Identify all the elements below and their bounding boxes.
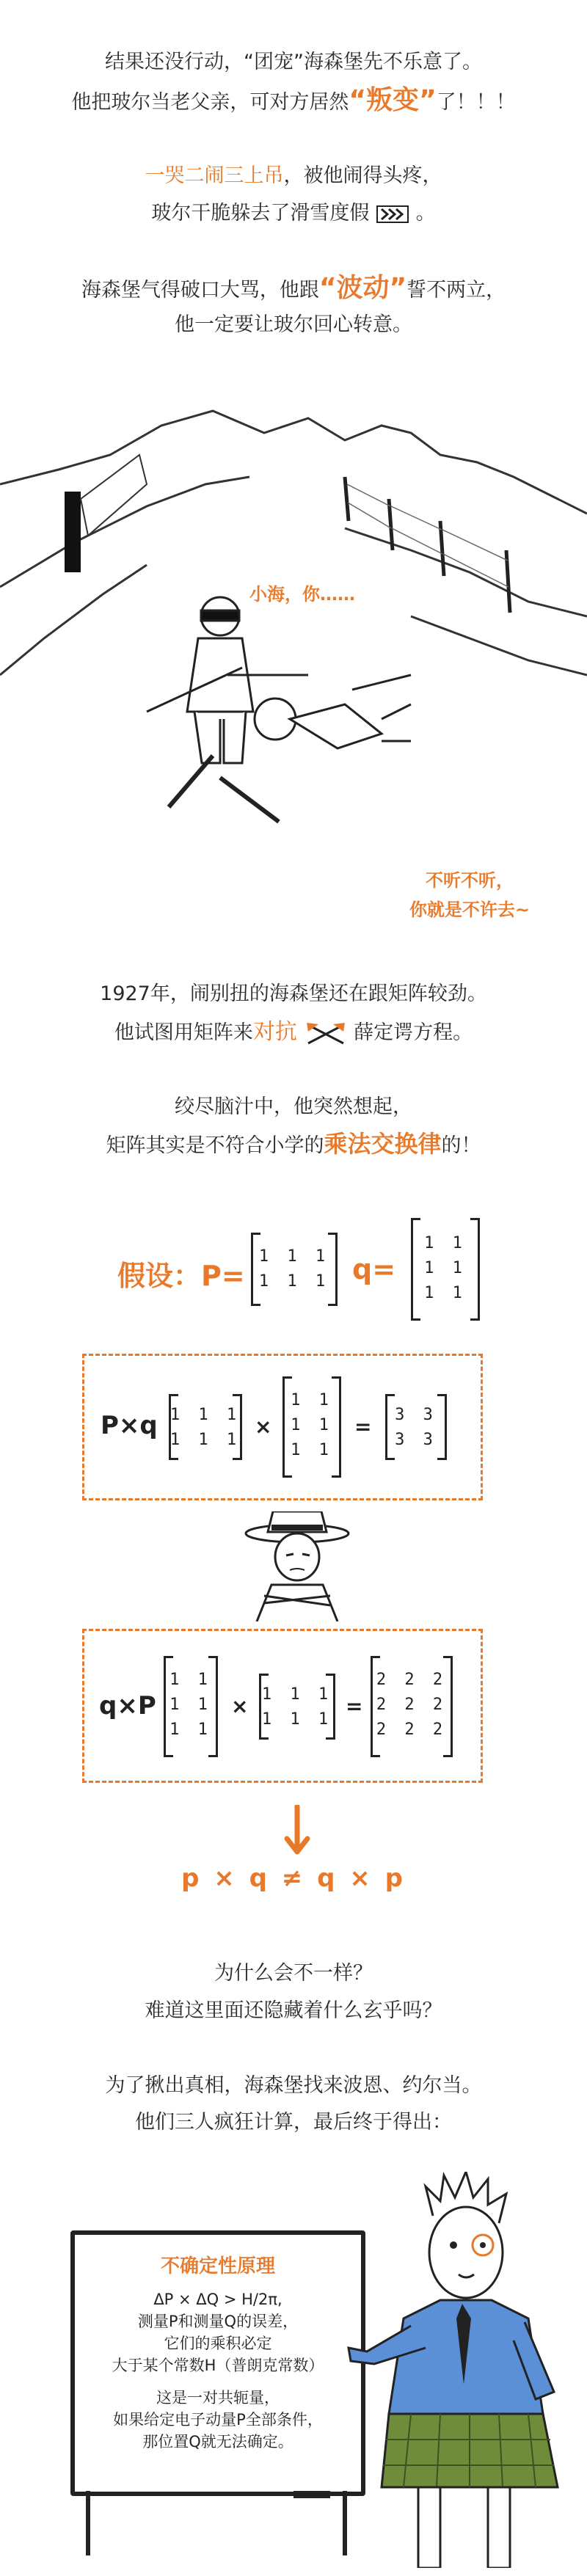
question-line-2: [0, 1993, 587, 2029]
matrix-row: 2 2 2: [376, 1671, 448, 1689]
times-sign: ×: [255, 1415, 272, 1439]
pq-right-matrix: [282, 1376, 341, 1478]
matrix-row: 1 1 1: [261, 1685, 333, 1704]
matrix-line-3: [0, 1089, 587, 1125]
matrix-line-2-prefix: 他试图用矩阵来: [114, 1021, 253, 1044]
qp-label: q×P: [99, 1691, 156, 1721]
wave-highlight: “波动”: [318, 273, 407, 303]
commutative-highlight: 乘法交换律: [324, 1130, 442, 1158]
down-arrow-icon: [282, 1805, 312, 1856]
matrix-row: 1 1: [169, 1671, 212, 1689]
intro-line-4-end: 。: [415, 202, 436, 225]
inequality: p × q ≠ q × p: [181, 1864, 406, 1893]
ski-sign-icon: [376, 203, 409, 225]
conclusion-line-2: [0, 2104, 587, 2141]
matrix-row: 1 1: [169, 1696, 212, 1714]
intro-line-2-prefix: 他把玻尔当老父亲，可对方居然: [71, 91, 349, 114]
q-label: q=: [352, 1253, 396, 1285]
board-line: 测量P和测量Q的误差，: [137, 2313, 299, 2330]
board-line: 那位置Q就无法确定。: [142, 2433, 294, 2451]
professor-cartoon: [345, 2172, 587, 2568]
matrix-row: 1 1 1: [169, 1406, 241, 1424]
matrix-row: 1 1: [169, 1721, 212, 1739]
matrix-row: 1 1 1: [169, 1431, 241, 1449]
conclusion-line-1: [0, 2068, 587, 2104]
matrix-p-row: 1 1 1: [258, 1272, 330, 1291]
bubble-heisenberg: [367, 866, 572, 924]
matrix-line-1: [0, 976, 587, 1012]
matrix-row: 1 1: [291, 1391, 333, 1409]
resist-highlight: 对抗: [252, 1019, 297, 1045]
matrix-row: 3 3: [395, 1406, 437, 1424]
board-line: 大于某个常数H（普朗克常数）: [112, 2357, 324, 2374]
bubble-bohr: [249, 580, 355, 609]
crossed-swords-icon: [304, 1021, 348, 1046]
matrix-p-row: 1 1 1: [258, 1247, 330, 1266]
board-line: 它们的乘积必定: [164, 2335, 272, 2352]
matrix-q: [411, 1218, 480, 1321]
intro-line-4: [0, 195, 587, 232]
ski-scene-illustration: [0, 396, 587, 924]
intro-line-2: [0, 82, 587, 121]
board-line: 这是一对共轭量，: [156, 2389, 280, 2407]
intro-line-4-text: 玻尔干脆躲去了滑雪度假: [151, 202, 370, 225]
intro-line-5-suffix: 誓不两立，: [406, 279, 506, 302]
intro-line-5: [0, 270, 587, 309]
heisenberg-cartoon: [242, 1511, 352, 1621]
matrix-line-2-suffix: 薛定谔方程。: [354, 1021, 473, 1044]
intro-line-3-suffix: ，被他闹得头疼，: [283, 164, 442, 187]
pq-left-matrix: [169, 1394, 242, 1460]
question-line-2-text: 难道这里面还隐藏着什么玄乎吗？: [145, 1999, 442, 2022]
conclusion-line-2-text: 他们三人疯狂计算，最后终于得出：: [135, 2111, 452, 2134]
intro-line-2-suffix: 了！！！: [436, 91, 516, 114]
pq-product-box: [82, 1354, 483, 1500]
intro-line-1-text: 结果还没行动，“团宠”海森堡先不乐意了。: [105, 51, 482, 73]
board-line: [75, 2376, 361, 2387]
pq-label: P×q: [101, 1411, 158, 1440]
qp-left-matrix: [164, 1656, 218, 1757]
matrix-row: 1 1: [291, 1441, 333, 1459]
assumption-label: 假设：P=: [117, 1260, 245, 1292]
question-line-1-text: 为什么会不一样？: [214, 1962, 373, 1985]
equals-sign: =: [346, 1694, 363, 1718]
matrix-q-row: 1 1: [424, 1259, 467, 1277]
tantrum-highlight: 一哭二闹三上吊: [145, 164, 284, 187]
equals-sign: =: [354, 1415, 372, 1439]
matrix-row: 2 2 2: [376, 1721, 448, 1739]
matrix-q-row: 1 1: [424, 1234, 467, 1252]
matrix-line-2: [0, 1014, 587, 1051]
uncertainty-board: [70, 2230, 365, 2496]
pq-result-matrix: [385, 1394, 447, 1460]
betrayal-highlight: “叛变”: [349, 85, 437, 115]
matrix-q-row: 1 1: [424, 1284, 467, 1302]
intro-line-1: [0, 44, 587, 81]
matrix-row: 2 2 2: [376, 1696, 448, 1714]
qp-result-matrix: [371, 1656, 453, 1757]
times-sign: ×: [231, 1694, 249, 1718]
qp-product-box: [82, 1629, 483, 1783]
matrix-line-4-prefix: 矩阵其实是不符合小学的: [106, 1134, 324, 1157]
bubble-bohr-text: 小海，你……: [249, 584, 355, 605]
intro-line-6: [0, 307, 587, 343]
question-line-1: [0, 1955, 587, 1992]
matrix-row: 1 1 1: [261, 1710, 333, 1729]
board-line: 如果给定电子动量P全部条件，: [113, 2411, 323, 2429]
matrix-row: 3 3: [395, 1431, 437, 1449]
intro-line-5-prefix: 海森堡气得破口大骂，他跟: [81, 279, 319, 302]
matrix-row: 1 1: [291, 1416, 333, 1434]
matrix-line-1-text: 1927年，闹别扭的海森堡还在跟矩阵较劲。: [100, 982, 487, 1005]
board-title: 不确定性原理: [160, 2255, 275, 2277]
board-stand: [59, 2491, 374, 2557]
matrix-line-4: [0, 1125, 587, 1164]
bubble-heisenberg-line1: 不听不听，: [426, 870, 514, 891]
qp-right-matrix: [259, 1674, 335, 1740]
board-line: ΔP × ΔQ > H/2π,: [153, 2291, 282, 2308]
intro-line-6-text: 他一定要让玻尔回心转意。: [175, 313, 412, 336]
matrix-line-4-suffix: 的！: [441, 1134, 481, 1157]
matrix-line-3-text: 绞尽脑汁中，他突然想起，: [175, 1095, 412, 1118]
bubble-heisenberg-line2: 你就是不许去~: [409, 900, 531, 920]
conclusion-line-1-text: 为了揪出真相，海森堡找来波恩、约尔当。: [105, 2074, 482, 2097]
matrix-p: [251, 1233, 338, 1306]
intro-line-3: [0, 158, 587, 194]
